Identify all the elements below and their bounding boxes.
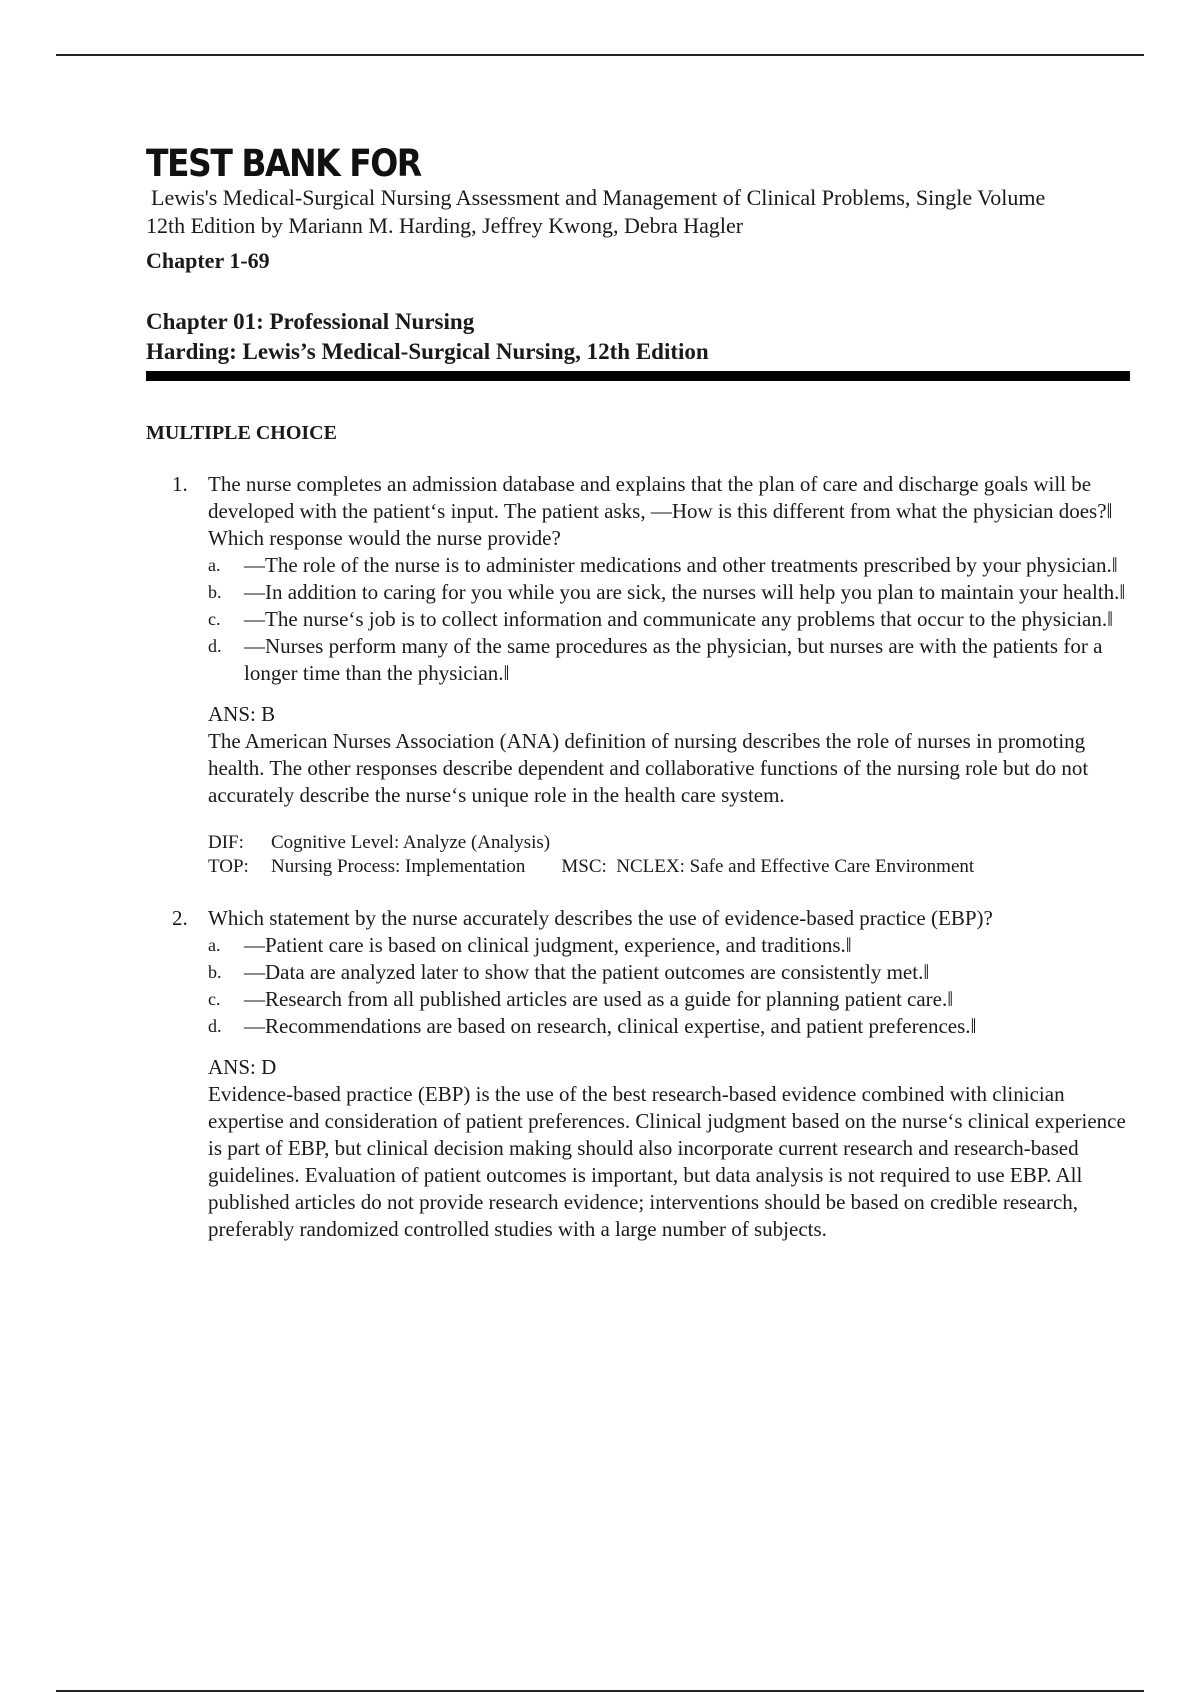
option-letter: b. xyxy=(208,962,222,982)
chapter-title: Chapter 01: Professional Nursing xyxy=(146,309,475,334)
meta-row-top xyxy=(208,855,1136,879)
msc-label: MSC: xyxy=(561,856,607,877)
option-letter: b. xyxy=(208,582,222,602)
option-text: ―The nurse‘s job is to collect information and communicate any problems that occur to the physician.‖ xyxy=(244,607,1113,631)
option-letter: d. xyxy=(208,636,222,656)
chapter-divider xyxy=(146,371,1130,381)
bottom-divider xyxy=(56,1690,1144,1692)
option-text: ―Nurses perform many of the same procedures as the physician, but nurses are with the patients for a longer time than the physician.‖ xyxy=(244,634,1103,685)
dif-label: DIF: xyxy=(208,832,244,853)
option-text: ―The role of the nurse is to administer medications and other treatments prescribed by your physician.‖ xyxy=(244,553,1118,577)
option-a xyxy=(208,932,1136,959)
option-letter: c. xyxy=(208,609,221,629)
answer-key: ANS: B xyxy=(208,702,276,726)
option-letter: a. xyxy=(208,555,221,575)
option-text: ―In addition to caring for you while you are sick, the nurses will help you plan to maintain your health.‖ xyxy=(244,580,1126,604)
book-title: Lewis's Medical-Surgical Nursing Assessment and Management of Clinical Problems, Single Volume xyxy=(151,185,1046,210)
question-number: 1. xyxy=(172,472,188,496)
question-stem: The nurse completes an admission database and explains that the plan of care and discharge goals will be developed with the patient‘s input. The patient asks, ―How is this different from what the physician does?‖ Which response would the nurse provide? xyxy=(208,472,1113,550)
option-letter: d. xyxy=(208,1016,222,1036)
meta-row-dif xyxy=(208,831,1136,855)
option-c xyxy=(208,606,1136,633)
test-bank-title: TEST BANK FOR xyxy=(146,141,421,186)
section-label: MULTIPLE CHOICE xyxy=(146,422,337,444)
top-value: Nursing Process: Implementation xyxy=(271,856,526,877)
option-b xyxy=(208,579,1136,606)
answer-key: ANS: D xyxy=(208,1055,277,1079)
question-number: 2. xyxy=(172,906,188,930)
chapter-range: Chapter 1-69 xyxy=(146,248,270,273)
dif-value: Cognitive Level: Analyze (Analysis) xyxy=(271,832,551,853)
option-list xyxy=(208,552,1136,687)
question-2 xyxy=(146,905,1136,1243)
option-list xyxy=(208,932,1136,1040)
book-authors: 12th Edition by Mariann M. Harding, Jeffrey Kwong, Debra Hagler xyxy=(146,213,744,238)
option-b xyxy=(208,959,1136,986)
option-text: ―Patient care is based on clinical judgment, experience, and traditions.‖ xyxy=(244,933,852,957)
question-metadata xyxy=(208,831,1136,879)
option-c xyxy=(208,986,1136,1013)
chapter-subtitle: Harding: Lewis’s Medical-Surgical Nursing, 12th Edition xyxy=(146,339,709,364)
option-text: ―Research from all published articles are used as a guide for planning patient care.‖ xyxy=(244,987,954,1011)
option-a xyxy=(208,552,1136,579)
option-d xyxy=(208,633,1136,687)
option-d xyxy=(208,1013,1136,1040)
answer-rationale: The American Nurses Association (ANA) definition of nursing describes the role of nurses in promoting health. The other responses describe dependent and collaborative functions of the nursing role but do not accurately describe the nurse‘s unique role in the health care system. xyxy=(208,729,1089,807)
msc-value: NCLEX: Safe and Effective Care Environment xyxy=(616,856,975,877)
chapter-heading xyxy=(146,307,1136,367)
answer-rationale: Evidence-based practice (EBP) is the use of the best research-based evidence combined with clinician expertise and consideration of patient preferences. Clinical judgment based on the nurse‘s clinical experience is part of EBP, but clinical decision making should also incorporate current research and research-based guidelines. Evaluation of patient outcomes is important, but data analysis is not required to use EBP. All published articles do not provide research evidence; interventions should be based on credible research, preferably randomized controlled studies with a large number of subjects. xyxy=(208,1082,1126,1241)
document-page xyxy=(146,141,1136,1243)
option-text: ―Recommendations are based on research, clinical expertise, and patient preferences.‖ xyxy=(244,1014,977,1038)
question-1 xyxy=(146,471,1136,879)
option-text: ―Data are analyzed later to show that the patient outcomes are consistently met.‖ xyxy=(244,960,930,984)
top-divider xyxy=(56,54,1144,56)
option-letter: c. xyxy=(208,989,221,1009)
top-label: TOP: xyxy=(208,856,249,877)
option-letter: a. xyxy=(208,935,221,955)
question-stem: Which statement by the nurse accurately describes the use of evidence-based practice (EBP)? xyxy=(208,906,993,930)
